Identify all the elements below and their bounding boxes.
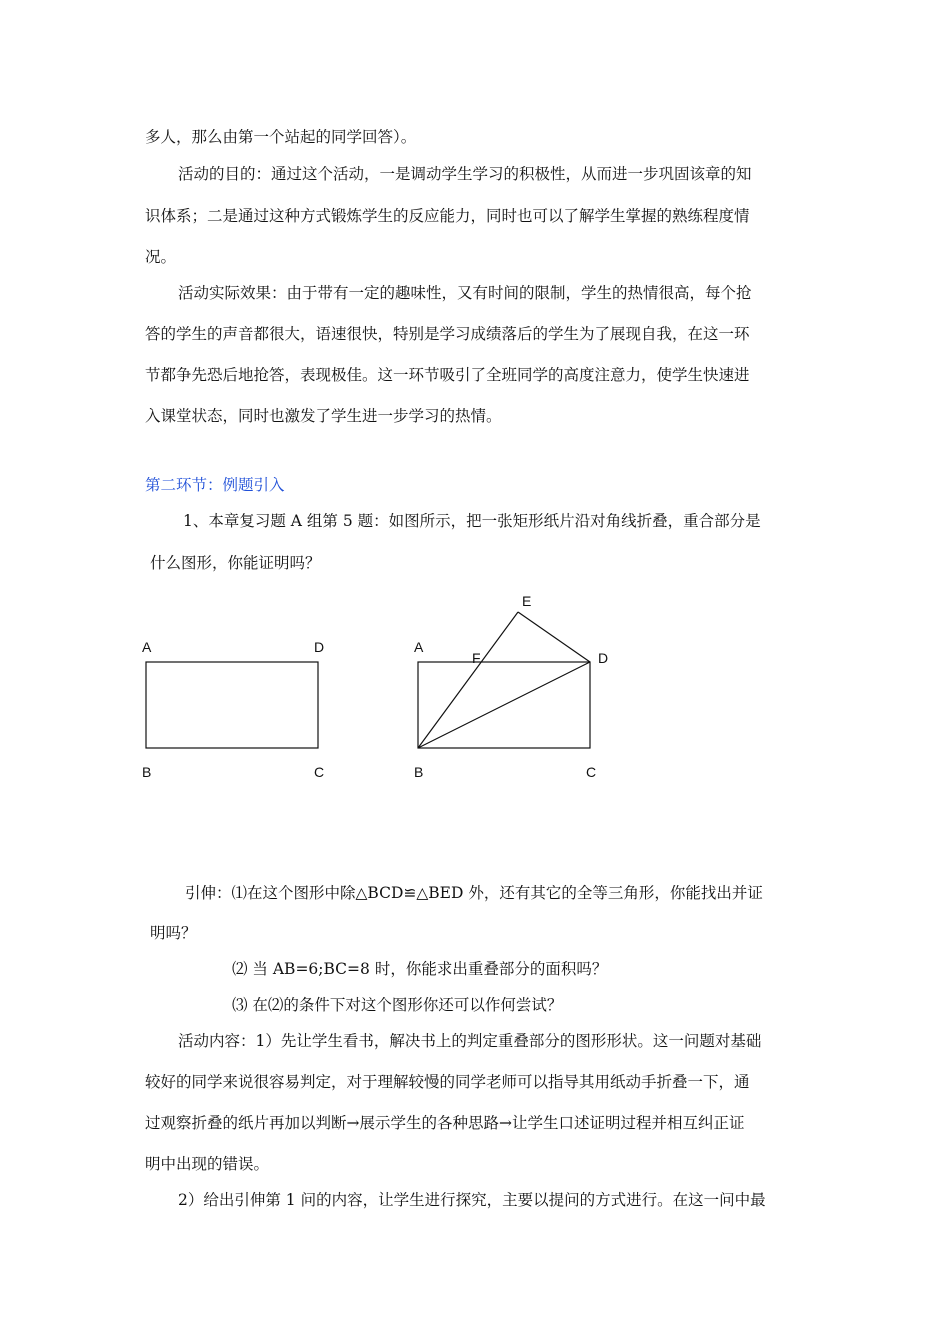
extension-line: 明吗？	[150, 924, 197, 942]
problem-line: 1、本章复习题 A 组第 5 题：如图所示，把一张矩形纸片沿对角线折叠，重合部分是	[183, 512, 761, 530]
activity-line: 过观察折叠的纸片再加以判断→展示学生的各种思路→让学生口述证明过程并相互纠正证	[145, 1114, 745, 1132]
paragraph-line: 入课堂状态，同时也激发了学生进一步学习的热情。	[145, 407, 502, 425]
activity-line: 活动内容：1）先让学生看书，解决书上的判定重叠部分的图形形状。这一问题对基础	[178, 1032, 762, 1050]
activity-line: 2）给出引伸第 1 问的内容，让学生进行探究，主要以提问的方式进行。在这一问中最	[178, 1191, 766, 1209]
label-c: C	[314, 764, 325, 780]
rectangle-abcd	[146, 662, 318, 748]
left-rectangle-figure	[142, 639, 324, 780]
paragraph-line: 答的学生的声音都很大，语速很快，特别是学习成绩落后的学生为了展现自我，在这一环	[145, 325, 750, 343]
paragraph-line: 活动实际效果：由于带有一定的趣味性，又有时间的限制，学生的热情很高，每个抢	[178, 284, 752, 302]
paragraph-line: 识体系；二是通过这种方式锻炼学生的反应能力，同时也可以了解学生掌握的熟练程度情	[145, 207, 750, 225]
folded-rectangle-figure	[414, 593, 608, 780]
label-e: E	[522, 593, 532, 609]
label-a: A	[142, 639, 152, 655]
diagonal-bd	[418, 662, 590, 748]
extension-line: ⑵ 当 AB=6;BC=8 时，你能求出重叠部分的面积吗？	[232, 960, 608, 978]
extension-line: 引伸：⑴在这个图形中除△BCD≌△BED 外，还有其它的全等三角形，你能找出并证	[185, 884, 763, 902]
label-f: F	[472, 650, 481, 666]
label-c: C	[586, 764, 597, 780]
label-a: A	[414, 639, 424, 655]
segment-be	[418, 612, 518, 748]
paragraph-line: 节都争先恐后地抢答，表现极佳。这一环节吸引了全班同学的高度注意力，使学生快速进	[145, 366, 750, 384]
label-d: D	[314, 639, 325, 655]
label-b: B	[142, 764, 152, 780]
activity-line: 较好的同学来说很容易判定，对于理解较慢的同学老师可以指导其用纸动手折叠一下，通	[145, 1073, 750, 1091]
paragraph-line: 多人，那么由第一个站起的同学回答）。	[145, 128, 417, 146]
extension-line: ⑶ 在⑵的条件下对这个图形你还可以作何尝试？	[232, 996, 563, 1014]
paragraph-line: 况。	[145, 248, 177, 266]
label-d: D	[598, 650, 609, 666]
label-b: B	[414, 764, 424, 780]
paragraph-line: 活动的目的：通过这个活动，一是调动学生学习的积极性，从而进一步巩固该章的知	[178, 165, 752, 183]
segment-ed	[518, 612, 590, 662]
section-heading: 第二环节：例题引入	[145, 476, 285, 494]
activity-line: 明中出现的错误。	[145, 1155, 270, 1173]
problem-line: 什么图形，你能证明吗？	[150, 554, 321, 572]
